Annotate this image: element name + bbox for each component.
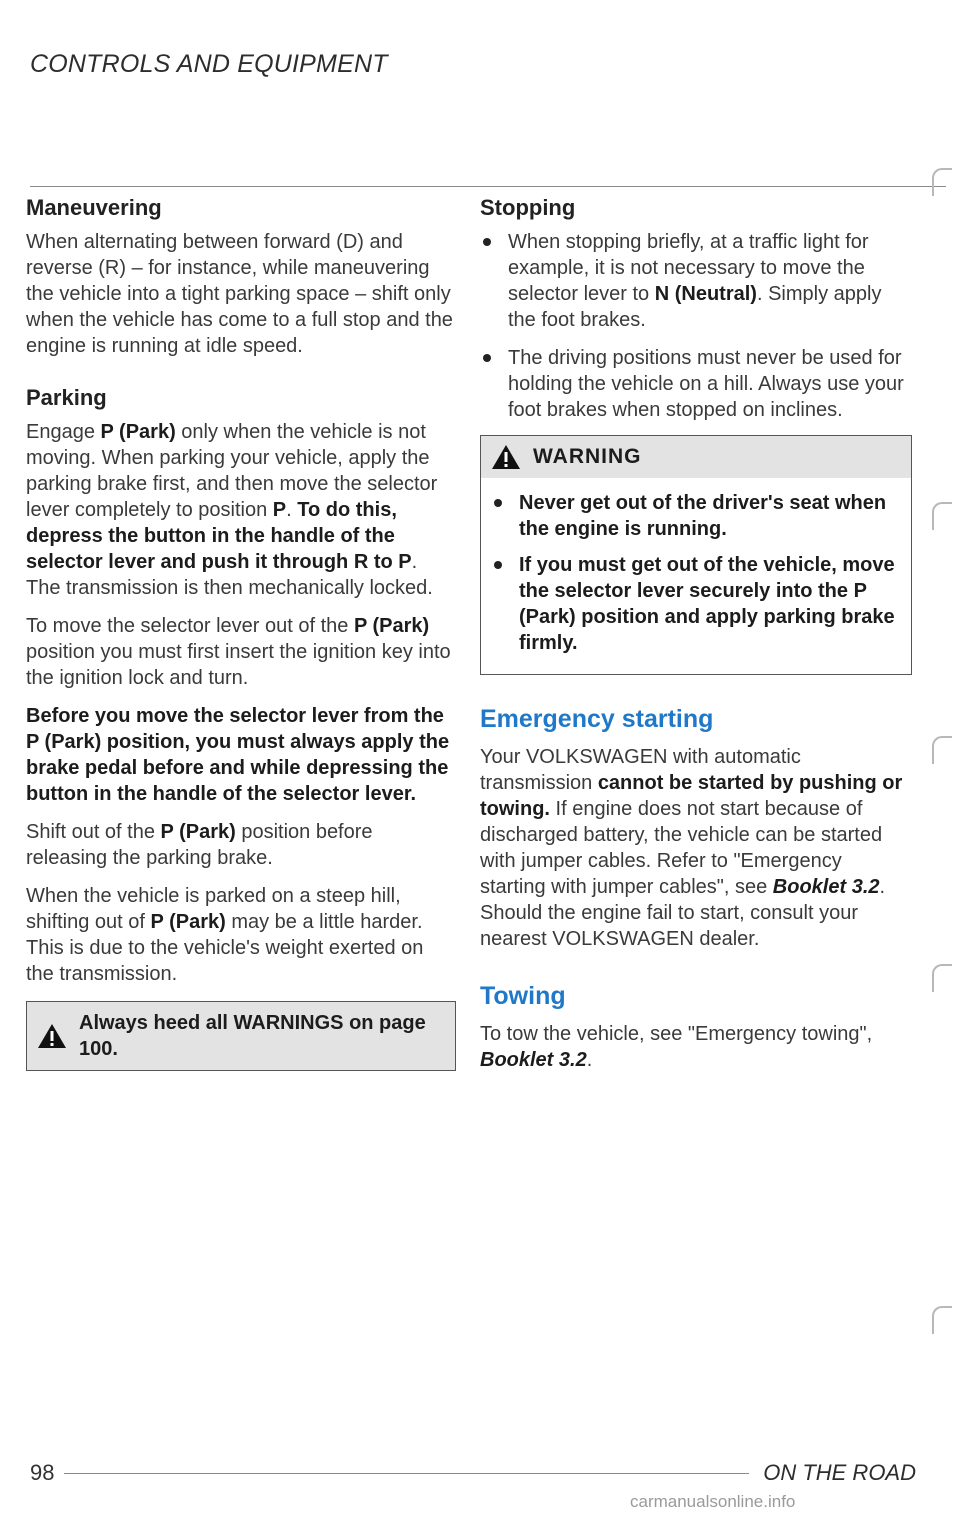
towing-text: To tow the vehicle, see "Emergency towing", Booklet 3.2. <box>480 1023 873 1071</box>
parking-paragraph-1: Engage P (Park) only when the vehicle is not moving. When parking your vehicle, apply the parking brake first, and then move the selector lever completely to position P. To do this, depress the button in the handle of the selector lever and push it through R to P. The transmission is then mechanically locked. <box>26 421 438 599</box>
warning-item-2: If you must get out of the vehicle, move the selector lever securely into the P (Park) position and apply parking brake firmly. <box>491 552 901 656</box>
warning-title: WARNING <box>533 445 642 468</box>
page-corner-mark <box>932 736 952 764</box>
stopping-bullet-2: The driving positions must never be used for holding the vehicle on a hill. Always use your foot brakes when stopped on inclines. <box>480 345 912 423</box>
parking-paragraph-3: Before you move the selector lever from the P (Park) position, you must always apply the brake pedal before and while depressing the button in the handle of the selector lever. <box>26 705 450 805</box>
page-corner-mark <box>932 502 952 530</box>
warning-box-body <box>481 478 911 674</box>
maneuvering-heading: Maneuvering <box>26 195 162 220</box>
footer-rule <box>64 1473 749 1474</box>
header-rule <box>30 186 946 187</box>
warning-triangle-icon <box>491 444 521 470</box>
left-column <box>26 195 456 1071</box>
warning-triangle-icon <box>37 1023 67 1049</box>
warnings-note-box <box>26 1001 456 1071</box>
parking-paragraph-4: Shift out of the P (Park) position before releasing the parking brake. <box>26 821 373 869</box>
emergency-starting-text: Your VOLKSWAGEN with automatic transmission cannot be started by pushing or towing. If engine does not start because of discharged battery, the vehicle can be started with jumper cables. Refer to "Emergency starting with jumper cables", see Booklet 3.2. Should the engine fail to start, consult your nearest VOLKSWAGEN dealer. <box>480 746 903 950</box>
page-corner-mark <box>932 168 952 196</box>
parking-paragraph-5: When the vehicle is parked on a steep hill, shifting out of P (Park) may be a little harder. This is due to the vehicle's weight exerted on the transmission. <box>26 885 424 985</box>
warning-box <box>480 435 912 675</box>
page-footer <box>30 1458 916 1488</box>
parking-paragraph-2: To move the selector lever out of the P (Park) position you must first insert the ignition key into the ignition lock and turn. <box>26 615 451 689</box>
towing-heading: Towing <box>480 982 566 1010</box>
parking-heading: Parking <box>26 385 107 410</box>
page-corner-mark <box>932 1306 952 1334</box>
section-header: CONTROLS AND EQUIPMENT <box>30 50 388 78</box>
page-number: 98 <box>30 1460 55 1485</box>
stopping-heading: Stopping <box>480 195 576 220</box>
watermark: carmanualsonline.info <box>630 1492 796 1511</box>
maneuvering-text: When alternating between forward (D) and reverse (R) – for instance, while maneuvering the vehicle into a tight parking space – shift only when the vehicle has come to a full stop and the engine is running at idle speed. <box>26 231 453 357</box>
stopping-bullet-1: When stopping briefly, at a traffic light for example, it is not necessary to move the selector lever to N (Neutral). Simply apply the foot brakes. <box>480 229 912 333</box>
footer-title: ON THE ROAD <box>763 1460 916 1485</box>
page-corner-mark <box>932 964 952 992</box>
warning-box-header <box>481 436 911 478</box>
warnings-note-text: Always heed all WARNINGS on page 100. <box>79 1012 426 1060</box>
emergency-starting-heading: Emergency starting <box>480 705 714 733</box>
warning-item-1: Never get out of the driver's seat when the engine is running. <box>491 490 901 542</box>
right-column <box>480 195 912 1085</box>
